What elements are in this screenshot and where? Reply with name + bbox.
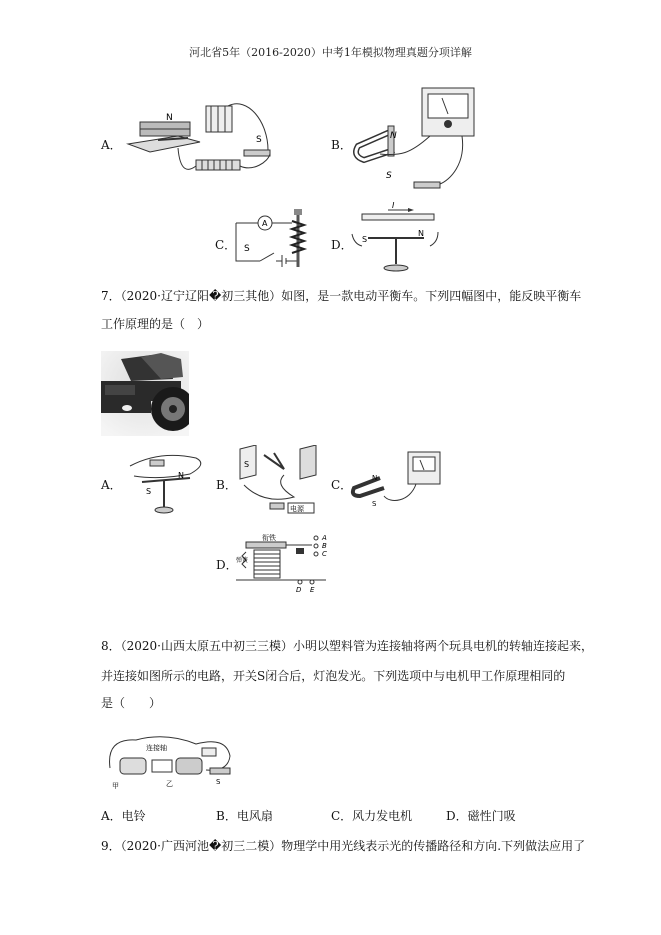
- q7d-a-label: A: [322, 534, 327, 542]
- q8-choice-b: B．电风扇: [216, 809, 273, 823]
- q7-figure-c: [350, 450, 442, 510]
- q7-option-b-label: B．: [216, 478, 237, 492]
- q8-s-label: S: [216, 778, 221, 786]
- q6-figure-b: [350, 84, 490, 196]
- q6d-n-label: N: [418, 229, 424, 238]
- q9-line-1: 9．（2020·广西河池�初三二模）物理学中用光线表示光的传播路径和方向.下列做法应用了: [101, 839, 586, 853]
- q7-balance-scooter-photo: [101, 351, 189, 436]
- q6-figure-c: [232, 205, 312, 275]
- q7-figure-d: [236, 532, 340, 594]
- q6-option-a-label: A．: [101, 138, 122, 152]
- q8-circuit-figure: [106, 728, 236, 792]
- q7-option-a-label: A．: [101, 478, 122, 492]
- q7-option-d-label: D．: [216, 558, 238, 572]
- q7d-spring-label: 弹簧: [236, 557, 249, 564]
- q7d-e-label: E: [310, 586, 315, 594]
- page-header: 河北省5年（2016-2020）中考1年模拟物理真题分项详解: [189, 46, 472, 59]
- q7b-battery-label: 电源: [290, 505, 304, 513]
- q6b-s-label: S: [386, 171, 392, 181]
- q8-jia-label: 甲: [112, 782, 119, 790]
- q6-figure-a: [118, 92, 293, 184]
- q7c-s-label: S: [372, 500, 377, 508]
- q7-option-c-label: C．: [331, 478, 353, 492]
- q6a-n-label: N: [166, 113, 173, 123]
- q7d-b-label: B: [322, 542, 327, 550]
- q8-line-2: 并连接如图所示的电路，开关S闭合后，灯泡发光。下列选项中与电机甲工作原理相同的: [101, 669, 566, 683]
- q6a-s-label: S: [256, 135, 262, 145]
- q6-option-c-label: C．: [215, 238, 237, 252]
- q7a-s-label: S: [146, 487, 152, 496]
- q8-line-1: 8．（2020·山西太原五中初三三模）小明以塑料管为连接轴将两个玩具电机的转轴连接起来，: [101, 639, 593, 653]
- q8-choice-a: A．电铃: [101, 809, 146, 823]
- q6d-s-label: S: [362, 235, 368, 244]
- q8-line-3: 是（ ）: [101, 696, 162, 710]
- q8-choice-d: D．磁性门吸: [446, 809, 516, 823]
- q7c-n-label: N: [372, 474, 378, 482]
- q6c-ammeter-label: A: [262, 219, 268, 228]
- q7d-c-label: C: [322, 550, 327, 558]
- q7d-d-label: D: [296, 586, 302, 594]
- q7-line-1: 7．（2020·辽宁辽阳�初三其他）如图，是一款电动平衡车。下列四幅图中，能反映平衡车: [101, 289, 582, 303]
- q6d-current-label: I: [392, 202, 395, 210]
- q6-option-b-label: B．: [331, 138, 352, 152]
- q8-choice-c: C．风力发电机: [331, 809, 413, 823]
- q8-yi-label: 乙: [166, 780, 173, 788]
- q6b-n-label: N: [390, 131, 397, 141]
- q6c-s-label: S: [244, 244, 250, 254]
- q8-axis-label: 连接轴: [146, 744, 167, 752]
- q6-option-d-label: D．: [331, 238, 353, 252]
- q6-figure-d: [348, 202, 448, 276]
- q7b-s-label: S: [244, 460, 250, 469]
- q7-figure-a: [120, 448, 210, 516]
- q7a-n-label: N: [178, 471, 184, 480]
- q7d-iron-label: 衔铁: [262, 534, 276, 542]
- q7-figure-b: [234, 445, 324, 519]
- q7-line-2: 工作原理的是（ ）: [101, 317, 210, 331]
